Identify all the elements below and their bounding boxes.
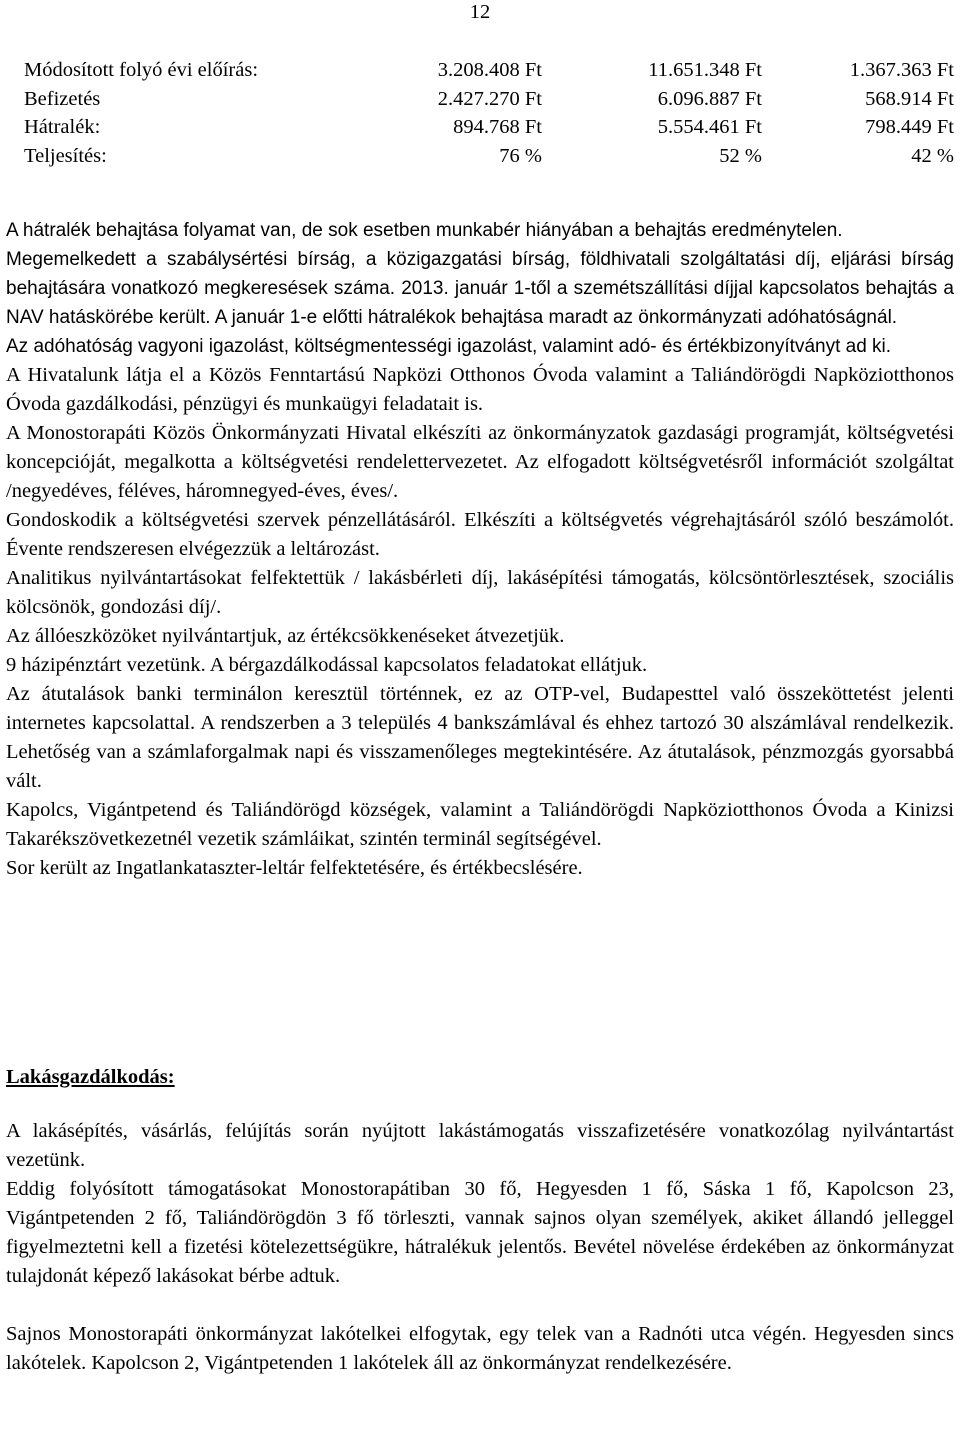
paragraph-building-plots: Sajnos Monostorapáti önkormányzat lakótelkei elfogytak, egy telek van a Radnóti utca végén. Hegyesden sincs lakótelek. Kapolcson 2, Vigántpetenden 1 lakótelek áll az önkormányzat rendelkezésére. — [6, 1323, 954, 1374]
row-label: Hátralék: — [24, 116, 101, 138]
paragraph-budget-program: A Monostorapáti Közös Önkormányzati Hivatal elkészíti az önkormányzatok gazdasági programját, költségvetési koncepcióját, megalkotta a költségvetési rendelettervezetet. Az elfogadott költségvetésről információt szolgáltat /negyedéves, féléves, háromnegyed-éves, éves/. — [6, 422, 954, 502]
value-cell: 76 % — [499, 144, 542, 167]
paragraph-financing: Gondoskodik a költségvetési szervek pénzellátásáról. Elkészíti a költségvetés végrehajtásáról szóló beszámolót. Évente rendszeresen elvégezzük a leltározást. — [6, 509, 954, 560]
page-number: 12 — [469, 1, 491, 23]
table-row — [24, 85, 954, 114]
paragraph-housing-records: A lakásépítés, vásárlás, felújítás során nyújtott lakástámogatás visszafizetésére vonatkozólag nyilvántartást vezetünk. — [6, 1120, 954, 1171]
value-cell: 798.449 Ft — [865, 116, 954, 138]
paragraph-housing-loans: Eddig folyósított támogatásokat Monostorapátiban 30 fő, Hegyesden 1 fő, Sáska 1 fő, Kapolcson 23, Vigántpetenden 2 fő, Taliándörögdön 3 fő törleszti, vannak sajnos olyan személyek, akiket állandó jelleggel figyelmeztetni kell a fizetési kötelezettségükre, hátralékuk jelentős. Bevétel növelése érdekében az önkormányzat tulajdonát képező lakásokat bérbe adtuk. — [6, 1178, 954, 1287]
finance-table — [24, 56, 954, 170]
table-row — [24, 142, 954, 171]
paragraph-savings-bank: Kapolcs, Vigántpetend és Taliándörögd községek, valamint a Taliándörögdi Napköziotthonos Óvoda a Kinizsi Takarékszövetkezetnél vezetik számláikat, szintén terminál segítségével. — [6, 799, 954, 850]
paragraph-kindergartens: A Hivatalunk látja el a Közös Fenntartású Napközi Otthonos Óvoda valamint a Taliándörögdi Napköziotthonos Óvoda gazdálkodási, pénzügyi és munkaügyi feladatait is. — [6, 364, 954, 415]
table-row — [24, 56, 954, 85]
paragraph-fixed-assets: Az állóeszközöket nyilvántartjuk, az értékcsökkenéseket átvezetjük. — [6, 625, 565, 647]
value-cell: 894.768 Ft — [453, 116, 542, 138]
value-cell: 11.651.348 Ft — [648, 59, 762, 81]
paragraph-property-register: Sor került az Ingatlankataszter-leltár felfektetésére, és értékbecslésére. — [6, 857, 583, 879]
row-label: Teljesítés: — [24, 144, 107, 167]
row-label: Módosított folyó évi előírás: — [24, 59, 259, 81]
body-text — [6, 216, 954, 883]
paragraph-analytic-records: Analitikus nyilvántartásokat felfektettük / lakásbérleti díj, lakásépítési támogatás, kölcsöntörlesztések, szociális kölcsönök, gondozási díj/. — [6, 567, 954, 618]
paragraph-transfers: Az átutalások banki terminálon keresztül történnek, ez az OTP-vel, Budapesttel való összeköttetést jelenti internetes kapcsolattal. A rendszerben a 3 település 4 bankszámlával és ehhez tartozó 30 alszámlával rendelkezik. Lehetőség van a számlaforgalmak napi és visszamenőleges megtekintésére. Az átutalások, pénzmozgás gyorsabbá vált. — [6, 683, 954, 792]
table-row — [24, 113, 954, 142]
paragraph-cash-desks: 9 házipénztárt vezetünk. A bérgazdálkodással kapcsolatos feladatokat ellátjuk. — [6, 654, 648, 676]
value-cell: 1.367.363 Ft — [849, 59, 954, 81]
paragraph-collection-status: A hátralék behajtása folyamat van, de sok esetben munkabér hiányában a behajtás eredménytelen. — [6, 220, 843, 241]
row-label: Befizetés — [24, 87, 101, 110]
value-cell: 42 % — [911, 144, 954, 167]
value-cell: 2.427.270 Ft — [437, 87, 542, 110]
section-heading: Lakásgazdálkodás: — [6, 1066, 175, 1088]
value-cell: 568.914 Ft — [865, 87, 954, 110]
value-cell: 6.096.887 Ft — [657, 87, 762, 110]
value-cell: 5.554.461 Ft — [657, 116, 762, 138]
value-cell: 52 % — [719, 144, 762, 167]
paragraph-fines: Megemelkedett a szabálysértési bírság, a közigazgatási bírság, földhivatali szolgáltatási díj, eljárási bírság behajtására vonatkozó megkeresések száma. 2013. január 1-től a szemétszállítási díjjal kapcsolatos behajtás a NAV hatáskörébe került. A január 1-e előtti hátralékok behajtása maradt az önkormányzati adóhatóságnál. — [6, 249, 954, 328]
section-text — [6, 1117, 954, 1378]
paragraph-tax-certificates: Az adóhatóság vagyoni igazolást, költségmentességi igazolást, valamint adó- és értékbizonyítványt ad ki. — [6, 336, 892, 357]
value-cell: 3.208.408 Ft — [437, 59, 542, 81]
